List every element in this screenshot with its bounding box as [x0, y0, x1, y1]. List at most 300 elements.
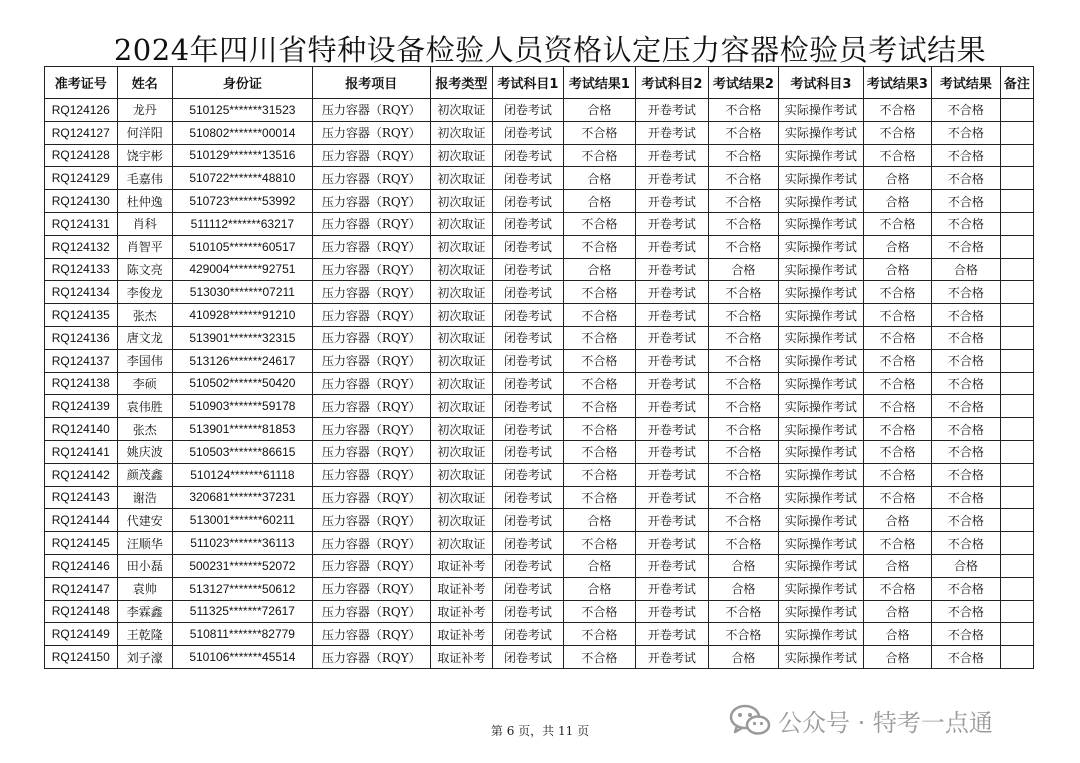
result2-cell: 不合格	[708, 463, 778, 486]
name-cell: 张杰	[117, 418, 172, 441]
project-cell: 压力容器（RQY）	[312, 532, 430, 555]
type-cell: 取证补考	[430, 646, 492, 669]
project-cell: 压力容器（RQY）	[312, 167, 430, 190]
subject1-cell: 闭卷考试	[493, 144, 563, 167]
result2-cell: 不合格	[708, 600, 778, 623]
result3-cell: 不合格	[863, 440, 931, 463]
name-cell: 李硕	[117, 372, 172, 395]
table-row	[45, 646, 1034, 669]
id-number-cell: 510811*******82779	[172, 623, 312, 646]
project-cell: 压力容器（RQY）	[312, 372, 430, 395]
name-cell: 肖科	[117, 212, 172, 235]
subject1-cell: 闭卷考试	[493, 418, 563, 441]
type-cell: 初次取证	[430, 509, 492, 532]
final-result-cell: 合格	[932, 258, 1000, 281]
project-cell: 压力容器（RQY）	[312, 577, 430, 600]
name-cell: 唐文龙	[117, 326, 172, 349]
type-cell: 取证补考	[430, 554, 492, 577]
result1-cell: 不合格	[563, 418, 636, 441]
result1-cell: 不合格	[563, 326, 636, 349]
header-cell: 报考项目	[312, 67, 430, 99]
table-row	[45, 326, 1034, 349]
result2-cell: 不合格	[708, 440, 778, 463]
final-result-cell: 不合格	[932, 532, 1000, 555]
result3-cell: 不合格	[863, 486, 931, 509]
id-number-cell: 513126*******24617	[172, 349, 312, 372]
result2-cell: 合格	[708, 646, 778, 669]
result1-cell: 合格	[563, 577, 636, 600]
exam-id-cell: RQ124148	[45, 600, 118, 623]
subject1-cell: 闭卷考试	[493, 190, 563, 213]
table-row	[45, 121, 1034, 144]
remarks-cell	[1000, 395, 1033, 418]
result1-cell: 不合格	[563, 600, 636, 623]
exam-id-cell: RQ124147	[45, 577, 118, 600]
result3-cell: 不合格	[863, 532, 931, 555]
id-number-cell: 510125*******31523	[172, 99, 312, 122]
subject2-cell: 开卷考试	[636, 212, 709, 235]
type-cell: 初次取证	[430, 281, 492, 304]
result2-cell: 不合格	[708, 167, 778, 190]
subject1-cell: 闭卷考试	[493, 349, 563, 372]
result2-cell: 不合格	[708, 395, 778, 418]
subject1-cell: 闭卷考试	[493, 121, 563, 144]
subject2-cell: 开卷考试	[636, 372, 709, 395]
result2-cell: 不合格	[708, 99, 778, 122]
remarks-cell	[1000, 418, 1033, 441]
exam-id-cell: RQ124126	[45, 99, 118, 122]
final-result-cell: 不合格	[932, 600, 1000, 623]
header-cell: 考试科目3	[779, 67, 864, 99]
name-cell: 袁伟胜	[117, 395, 172, 418]
table-row	[45, 144, 1034, 167]
subject2-cell: 开卷考试	[636, 281, 709, 304]
name-cell: 姚庆波	[117, 440, 172, 463]
table-row	[45, 623, 1034, 646]
result3-cell: 不合格	[863, 372, 931, 395]
id-number-cell: 510106*******45514	[172, 646, 312, 669]
table-row	[45, 395, 1034, 418]
type-cell: 初次取证	[430, 395, 492, 418]
project-cell: 压力容器（RQY）	[312, 623, 430, 646]
name-cell: 谢浩	[117, 486, 172, 509]
remarks-cell	[1000, 167, 1033, 190]
wechat-icon	[728, 702, 772, 738]
result2-cell: 合格	[708, 258, 778, 281]
name-cell: 王乾隆	[117, 623, 172, 646]
subject1-cell: 闭卷考试	[493, 440, 563, 463]
final-result-cell: 不合格	[932, 509, 1000, 532]
result3-cell: 不合格	[863, 463, 931, 486]
project-cell: 压力容器（RQY）	[312, 235, 430, 258]
table-row	[45, 258, 1034, 281]
subject3-cell: 实际操作考试	[779, 646, 864, 669]
final-result-cell: 不合格	[932, 144, 1000, 167]
subject3-cell: 实际操作考试	[779, 554, 864, 577]
subject3-cell: 实际操作考试	[779, 509, 864, 532]
id-number-cell: 320681*******37231	[172, 486, 312, 509]
subject1-cell: 闭卷考试	[493, 486, 563, 509]
final-result-cell: 不合格	[932, 577, 1000, 600]
table-row	[45, 349, 1034, 372]
id-number-cell: 510903*******59178	[172, 395, 312, 418]
final-result-cell: 不合格	[932, 418, 1000, 441]
result1-cell: 合格	[563, 99, 636, 122]
result1-cell: 不合格	[563, 486, 636, 509]
id-number-cell: 511112*******63217	[172, 212, 312, 235]
result2-cell: 不合格	[708, 190, 778, 213]
remarks-cell	[1000, 326, 1033, 349]
exam-id-cell: RQ124137	[45, 349, 118, 372]
remarks-cell	[1000, 144, 1033, 167]
table-row	[45, 418, 1034, 441]
remarks-cell	[1000, 304, 1033, 327]
type-cell: 初次取证	[430, 212, 492, 235]
result3-cell: 不合格	[863, 349, 931, 372]
exam-id-cell: RQ124144	[45, 509, 118, 532]
header-cell: 考试结果1	[563, 67, 636, 99]
result3-cell: 不合格	[863, 326, 931, 349]
type-cell: 初次取证	[430, 463, 492, 486]
subject1-cell: 闭卷考试	[493, 600, 563, 623]
type-cell: 初次取证	[430, 532, 492, 555]
project-cell: 压力容器（RQY）	[312, 554, 430, 577]
project-cell: 压力容器（RQY）	[312, 486, 430, 509]
table-row	[45, 554, 1034, 577]
id-number-cell: 510124*******61118	[172, 463, 312, 486]
result1-cell: 不合格	[563, 372, 636, 395]
remarks-cell	[1000, 623, 1033, 646]
result3-cell: 不合格	[863, 418, 931, 441]
document-title: 2024年四川省特种设备检验人员资格认定压力容器检验员考试结果	[113, 33, 987, 67]
result1-cell: 不合格	[563, 304, 636, 327]
remarks-cell	[1000, 372, 1033, 395]
subject1-cell: 闭卷考试	[493, 395, 563, 418]
result1-cell: 不合格	[563, 532, 636, 555]
table-row	[45, 235, 1034, 258]
subject3-cell: 实际操作考试	[779, 600, 864, 623]
table-row	[45, 440, 1034, 463]
subject3-cell: 实际操作考试	[779, 121, 864, 144]
result1-cell: 不合格	[563, 646, 636, 669]
header-cell: 准考证号	[45, 67, 118, 99]
id-number-cell: 510503*******86615	[172, 440, 312, 463]
subject1-cell: 闭卷考试	[493, 258, 563, 281]
final-result-cell: 不合格	[932, 326, 1000, 349]
result3-cell: 合格	[863, 623, 931, 646]
result3-cell: 不合格	[863, 144, 931, 167]
type-cell: 取证补考	[430, 600, 492, 623]
id-number-cell: 510722*******48810	[172, 167, 312, 190]
project-cell: 压力容器（RQY）	[312, 418, 430, 441]
subject3-cell: 实际操作考试	[779, 418, 864, 441]
name-cell: 袁帅	[117, 577, 172, 600]
project-cell: 压力容器（RQY）	[312, 463, 430, 486]
subject3-cell: 实际操作考试	[779, 463, 864, 486]
subject3-cell: 实际操作考试	[779, 440, 864, 463]
remarks-cell	[1000, 190, 1033, 213]
project-cell: 压力容器（RQY）	[312, 349, 430, 372]
header-cell: 考试结果	[932, 67, 1000, 99]
project-cell: 压力容器（RQY）	[312, 144, 430, 167]
final-result-cell: 不合格	[932, 440, 1000, 463]
header-cell: 备注	[1000, 67, 1033, 99]
result3-cell: 不合格	[863, 99, 931, 122]
results-table	[44, 66, 1034, 669]
subject2-cell: 开卷考试	[636, 646, 709, 669]
page-footer: 第 6 页，共 11 页	[490, 724, 590, 738]
type-cell: 初次取证	[430, 418, 492, 441]
subject3-cell: 实际操作考试	[779, 395, 864, 418]
project-cell: 压力容器（RQY）	[312, 99, 430, 122]
result2-cell: 不合格	[708, 623, 778, 646]
remarks-cell	[1000, 440, 1033, 463]
subject2-cell: 开卷考试	[636, 190, 709, 213]
remarks-cell	[1000, 509, 1033, 532]
table-row	[45, 99, 1034, 122]
subject1-cell: 闭卷考试	[493, 463, 563, 486]
result3-cell: 合格	[863, 646, 931, 669]
id-number-cell: 510105*******60517	[172, 235, 312, 258]
type-cell: 取证补考	[430, 577, 492, 600]
remarks-cell	[1000, 554, 1033, 577]
exam-id-cell: RQ124132	[45, 235, 118, 258]
table-header-row	[45, 67, 1034, 99]
final-result-cell: 不合格	[932, 190, 1000, 213]
result2-cell: 不合格	[708, 326, 778, 349]
result3-cell: 合格	[863, 235, 931, 258]
final-result-cell: 不合格	[932, 281, 1000, 304]
id-number-cell: 511023*******36113	[172, 532, 312, 555]
project-cell: 压力容器（RQY）	[312, 212, 430, 235]
id-number-cell: 513901*******32315	[172, 326, 312, 349]
exam-id-cell: RQ124143	[45, 486, 118, 509]
table-row	[45, 212, 1034, 235]
subject2-cell: 开卷考试	[636, 121, 709, 144]
name-cell: 杜仲逸	[117, 190, 172, 213]
remarks-cell	[1000, 99, 1033, 122]
project-cell: 压力容器（RQY）	[312, 440, 430, 463]
exam-id-cell: RQ124149	[45, 623, 118, 646]
id-number-cell: 500231*******52072	[172, 554, 312, 577]
table-row	[45, 532, 1034, 555]
result1-cell: 合格	[563, 258, 636, 281]
subject1-cell: 闭卷考试	[493, 646, 563, 669]
result2-cell: 不合格	[708, 121, 778, 144]
project-cell: 压力容器（RQY）	[312, 600, 430, 623]
final-result-cell: 不合格	[932, 395, 1000, 418]
type-cell: 初次取证	[430, 190, 492, 213]
result1-cell: 不合格	[563, 281, 636, 304]
type-cell: 初次取证	[430, 486, 492, 509]
table-row	[45, 190, 1034, 213]
type-cell: 初次取证	[430, 372, 492, 395]
subject2-cell: 开卷考试	[636, 623, 709, 646]
exam-id-cell: RQ124133	[45, 258, 118, 281]
name-cell: 肖智平	[117, 235, 172, 258]
exam-id-cell: RQ124128	[45, 144, 118, 167]
subject3-cell: 实际操作考试	[779, 349, 864, 372]
result2-cell: 不合格	[708, 304, 778, 327]
result3-cell: 不合格	[863, 281, 931, 304]
final-result-cell: 不合格	[932, 463, 1000, 486]
type-cell: 初次取证	[430, 235, 492, 258]
subject3-cell: 实际操作考试	[779, 167, 864, 190]
result1-cell: 不合格	[563, 144, 636, 167]
result1-cell: 不合格	[563, 395, 636, 418]
type-cell: 初次取证	[430, 144, 492, 167]
remarks-cell	[1000, 121, 1033, 144]
result1-cell: 不合格	[563, 212, 636, 235]
exam-id-cell: RQ124145	[45, 532, 118, 555]
subject1-cell: 闭卷考试	[493, 509, 563, 532]
name-cell: 汪顺华	[117, 532, 172, 555]
result3-cell: 不合格	[863, 121, 931, 144]
final-result-cell: 不合格	[932, 121, 1000, 144]
subject2-cell: 开卷考试	[636, 532, 709, 555]
result3-cell: 不合格	[863, 304, 931, 327]
subject3-cell: 实际操作考试	[779, 258, 864, 281]
type-cell: 初次取证	[430, 440, 492, 463]
final-result-cell: 不合格	[932, 212, 1000, 235]
project-cell: 压力容器（RQY）	[312, 326, 430, 349]
subject2-cell: 开卷考试	[636, 418, 709, 441]
id-number-cell: 513901*******81853	[172, 418, 312, 441]
final-result-cell: 不合格	[932, 99, 1000, 122]
subject1-cell: 闭卷考试	[493, 326, 563, 349]
remarks-cell	[1000, 258, 1033, 281]
subject2-cell: 开卷考试	[636, 509, 709, 532]
subject2-cell: 开卷考试	[636, 235, 709, 258]
remarks-cell	[1000, 349, 1033, 372]
result1-cell: 不合格	[563, 440, 636, 463]
table-row	[45, 577, 1034, 600]
subject1-cell: 闭卷考试	[493, 167, 563, 190]
remarks-cell	[1000, 577, 1033, 600]
exam-id-cell: RQ124127	[45, 121, 118, 144]
subject3-cell: 实际操作考试	[779, 532, 864, 555]
name-cell: 何洋阳	[117, 121, 172, 144]
header-cell: 考试结果3	[863, 67, 931, 99]
final-result-cell: 不合格	[932, 349, 1000, 372]
exam-id-cell: RQ124135	[45, 304, 118, 327]
table-row	[45, 600, 1034, 623]
remarks-cell	[1000, 486, 1033, 509]
result2-cell: 不合格	[708, 532, 778, 555]
type-cell: 初次取证	[430, 326, 492, 349]
result2-cell: 不合格	[708, 509, 778, 532]
subject2-cell: 开卷考试	[636, 577, 709, 600]
table-body	[45, 99, 1034, 669]
table-row	[45, 463, 1034, 486]
remarks-cell	[1000, 235, 1033, 258]
exam-id-cell: RQ124141	[45, 440, 118, 463]
exam-id-cell: RQ124139	[45, 395, 118, 418]
exam-id-cell: RQ124134	[45, 281, 118, 304]
result3-cell: 不合格	[863, 395, 931, 418]
remarks-cell	[1000, 281, 1033, 304]
subject3-cell: 实际操作考试	[779, 144, 864, 167]
name-cell: 代建安	[117, 509, 172, 532]
final-result-cell: 不合格	[932, 646, 1000, 669]
project-cell: 压力容器（RQY）	[312, 395, 430, 418]
result2-cell: 不合格	[708, 235, 778, 258]
result3-cell: 合格	[863, 190, 931, 213]
exam-id-cell: RQ124140	[45, 418, 118, 441]
subject1-cell: 闭卷考试	[493, 281, 563, 304]
result2-cell: 不合格	[708, 486, 778, 509]
result2-cell: 不合格	[708, 212, 778, 235]
result3-cell: 合格	[863, 258, 931, 281]
table-row	[45, 304, 1034, 327]
project-cell: 压力容器（RQY）	[312, 121, 430, 144]
id-number-cell: 513030*******07211	[172, 281, 312, 304]
watermark	[728, 700, 993, 740]
exam-id-cell: RQ124150	[45, 646, 118, 669]
result2-cell: 不合格	[708, 418, 778, 441]
name-cell: 饶宇彬	[117, 144, 172, 167]
subject1-cell: 闭卷考试	[493, 623, 563, 646]
name-cell: 李霖鑫	[117, 600, 172, 623]
type-cell: 初次取证	[430, 349, 492, 372]
subject3-cell: 实际操作考试	[779, 623, 864, 646]
result2-cell: 不合格	[708, 349, 778, 372]
project-cell: 压力容器（RQY）	[312, 190, 430, 213]
exam-id-cell: RQ124138	[45, 372, 118, 395]
result1-cell: 合格	[563, 509, 636, 532]
subject2-cell: 开卷考试	[636, 349, 709, 372]
result2-cell: 合格	[708, 554, 778, 577]
result1-cell: 合格	[563, 554, 636, 577]
result1-cell: 不合格	[563, 463, 636, 486]
final-result-cell: 不合格	[932, 167, 1000, 190]
subject2-cell: 开卷考试	[636, 395, 709, 418]
result1-cell: 不合格	[563, 623, 636, 646]
id-number-cell: 510802*******00014	[172, 121, 312, 144]
header-cell: 姓名	[117, 67, 172, 99]
remarks-cell	[1000, 532, 1033, 555]
header-cell: 考试科目1	[493, 67, 563, 99]
watermark-text: 公众号 · 特考一点通	[778, 708, 993, 737]
subject3-cell: 实际操作考试	[779, 190, 864, 213]
name-cell: 颜茂鑫	[117, 463, 172, 486]
final-result-cell: 不合格	[932, 304, 1000, 327]
exam-id-cell: RQ124136	[45, 326, 118, 349]
result3-cell: 不合格	[863, 577, 931, 600]
table-row	[45, 486, 1034, 509]
result1-cell: 合格	[563, 167, 636, 190]
remarks-cell	[1000, 463, 1033, 486]
id-number-cell: 510723*******53992	[172, 190, 312, 213]
subject2-cell: 开卷考试	[636, 600, 709, 623]
subject3-cell: 实际操作考试	[779, 326, 864, 349]
result1-cell: 不合格	[563, 121, 636, 144]
result3-cell: 不合格	[863, 212, 931, 235]
result3-cell: 合格	[863, 554, 931, 577]
id-number-cell: 511325*******72617	[172, 600, 312, 623]
exam-id-cell: RQ124130	[45, 190, 118, 213]
project-cell: 压力容器（RQY）	[312, 646, 430, 669]
type-cell: 初次取证	[430, 167, 492, 190]
remarks-cell	[1000, 646, 1033, 669]
result3-cell: 合格	[863, 509, 931, 532]
subject3-cell: 实际操作考试	[779, 372, 864, 395]
type-cell: 初次取证	[430, 121, 492, 144]
result3-cell: 合格	[863, 600, 931, 623]
name-cell: 龙丹	[117, 99, 172, 122]
subject1-cell: 闭卷考试	[493, 99, 563, 122]
project-cell: 压力容器（RQY）	[312, 258, 430, 281]
